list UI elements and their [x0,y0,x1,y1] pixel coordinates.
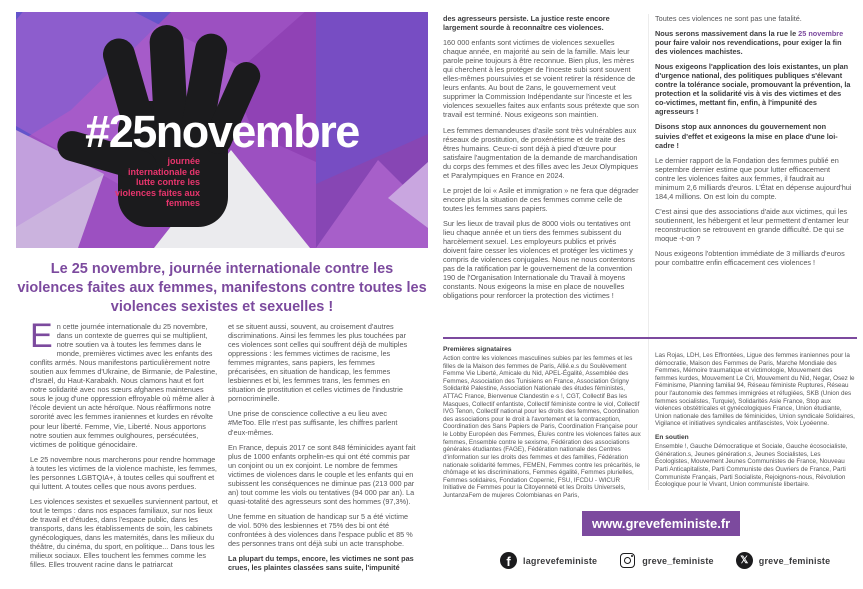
support-heading: En soutien [655,434,689,442]
paragraph: et se situent aussi, souvent, au croisement d'autres discriminations. Ainsi les femmes les plus touchées par ces violences sont celles qui souffrent déjà de multiples oppressions : les femmes victimes de racisme, les femmes migrantes, sans papiers, les femmes précarisées, en situation de handicap, les femmes lesbiennes et bi, les femmes trans, les femmes en situation de prostitution et celles victimes de l'industrie pornocriminelle. [228,322,408,404]
paragraph: Nous exigeons l'obtention immédiate de 3 milliards d'euros pour combattre enfin efficacement ces violences ! [655,249,845,268]
paragraph: Le dernier rapport de la Fondation des femmes publié en septembre dernier estime que pour lutter efficacement contre les violences faites aux femmes, il faudrait au minimum 2,6 milliards d'euros. L'État en dépense aujourd'hui 184,4 millions. On est loin du compte. [655,155,852,201]
text-column-2 [228,322,416,578]
facebook-handle: lagrevefeministe [523,555,598,566]
poster-tagline: journée internationale de lutte contre les violences faites aux femmes [114,156,200,209]
website-link[interactable]: www.grevefeministe.fr [582,511,740,536]
signatories-list: Las Rojas, LDH, Les Effrontées, Ligue des femmes iraniennes pour la démocratie, Maison des Femmes de Paris, Marche Mondiale des Femmes, Mémoire traumatique et victimologie, Mouvement des femmes kurdes, Mouvement Le Cri, Mouvement du Nid, Negar, Osez le Féminisme, Planning familial 94, Réseau féministe Ruptures, Réseau pour l'autonomie des femmes immigrées et réfugiées, SKB (Union des femmes socialistes, Turquie), Solidarités Asie France, Stop aux violences obstétricales et gynécologiques France, Union étudiante, Union nationale des familles de féminicides, Union syndicale Solidaires, Vigilance et initiatives syndicales antifascistes, Voix Lyoéenne. [655,352,855,428]
facebook-icon: f [500,552,517,569]
paragraph-bold: Nous exigeons l'application des lois existantes, un plan d'urgence national, des politiques publiques s'élevant contre la tolérance sociale, promouvant la prévention, la protection et la solidarité vis à vis des victimes et des co-victimes, mettant fin, enfin, à l'impunité des agresseurs ! [655,62,851,117]
text-column-3 [443,14,640,306]
signatories-rule [443,337,857,339]
paragraph: En France, depuis 2017 ce sont 848 féminicides ayant fait plus de 1000 enfants orphelin-es qui ont été commis par un conjoint ou un ex conjoint. Le nombre de femmes victimes de violences dans le couple et les enfants qui en subissent les conséquences ne diminue pas (213 000 par an) tout comme les viols ou tentatives (94 000 par an). La quasi-totalité des agresseurs sont des hommes (97,3%). [228,442,416,506]
facebook-link[interactable] [500,552,597,569]
accent-date: 25 novembre [798,29,844,39]
x-icon: 𝕏 [736,552,753,569]
paragraph: Une prise de conscience collective a eu lieu avec #MeToo. Elle n'est pas suffisante, les chiffres parlent d'eux-mêmes. [228,409,398,437]
column-divider [648,14,649,490]
paragraph: Le 25 novembre nous marcherons pour rendre hommage à toutes les victimes de la violence machiste, les femmes, les personnes LGBTQIA+, à toutes celles qui souffrent et qui luttent. A toutes celles que nous avons perdues. [30,454,217,491]
support-list: Ensemble !, Gauche Démocratique et Sociale, Gauche écosocialiste, Génération.s, Jeunes génération.s, Jeunes Socialistes, Les Écologistes, Mouvement Jeunes Communistes de France, Nouveau Parti Anticapitaliste, Parti Communiste des Ouvriers de France, Parti Communiste Français, Parti Socialiste, Rejoignons-nous, Révolution Écologique pour le Vivant, Union communiste libertaire. [655,443,848,489]
text-column-4 [655,14,852,273]
paragraph-bold: La plupart du temps, encore, les victimes ne sont pas crues, les plaintes classées sans suite, l'impunité [228,554,414,573]
poster-banner [16,12,428,248]
paragraph: Les femmes demandeuses d'asile sont très vulnérables aux réseaux de prostitution, de proxénétisme et de traite des êtres humains. Ceux-ci sont déjà à pied d'œuvre pour satisfaire l'augmentation de la demande de marchandisation du corps des femmes et des filles avec les Jeux Olympiques et Paralympiques en France en 2024. [443,125,639,180]
instagram-link[interactable] [619,552,714,569]
x-link[interactable] [736,552,831,569]
paragraph: Les violences sexistes et sexuelles surviennent partout, et tout le temps : dans nos espaces familiaux, sur nos lieux de travail et d'études, dans l'espace public, dans les transports, dans les établissements de soin, les cabinets gynécologiques, dans les maternités, dans les milieux du théâtre, du cinéma, du sport, en politique... Dans tous les milieux sociaux. Elles touchent les femmes comme les filles. Elles trouvent racine dans le patriarcat [30,496,218,570]
signatories-column-2 [655,352,855,495]
poster-hashtag: #25novembre [85,106,359,157]
drop-cap: E [30,317,53,355]
signatories-column-1 [443,346,643,506]
instagram-handle: greve_feministe [642,555,714,566]
social-links-row [500,552,840,569]
paragraph: Le projet de loi « Asile et immigration » ne fera que dégrader encore plus la situation de ces femmes comme celle de toutes les femmes sans papiers. [443,185,639,213]
paragraph: 160 000 enfants sont victimes de violences sexuelles chaque année, en majorité au sein de la famille. Mais leur parole peine toujours à être reconnue. Bien plus, les mères qui cherchent à les protéger de l'inceste subi sont souvent elles-mêmes poursuivies et se voient retirer la résidence de leurs enfants. Au bout de 2ans, le gouvernement veut supprimer la Commission Indépendante sur l'inceste et les violences sexuelles faites aux enfants sous prétexte que son travail est terminé. Nous exigeons son maintien. [443,38,639,120]
signatories-list: Action contre les violences masculines subies par les femmes et les filles de la Maison des femmes de Paris, Allié.e.s du Soulèvement Femme Vie Liberté, Amicale du Nid, APEL-Égalité, Assemblée des Femmes, Association des Tunisiens en France, Association Grigny Solidarité Palestine, Association Nationale des études féministes, ATTAC France, Bienvenue Clandestin e·s !, CGT, Collectif Bas les Masques, Collectif enfantiste, Collectif féministe contre le viol, Collectif IVG Tenon, Collectif national pour les droits des femmes, Coordination des associations pour le droit à l'avortement et la contraception, Coordination des Sans Papiers de Paris, Coordination Française pour le Lobby Européen des Femmes, Élu/es contre les violences faites aux femmes, Ensemble contre le sexisme, Fédération des associations générales étudiantes (FAGE), Fédération nationale des Centres d'information sur les droits des femmes et des familles, Fédération nationale solidarité femmes, FEMEN, Femmes contre les précarités, le chômage et les discriminations, Femmes égalité, Femmes plurielles, Femmes solidaires, Fondation Copernic, FSU, IFCDU - WICUR Initiative de Femmes pour la Citoyenneté et les Droits Universels, JuntanzaFem de mujeres Colombianas en Paris, [443,354,641,499]
instagram-icon [619,552,636,569]
text-column-1 [30,317,218,575]
paragraph: C'est ainsi que des associations d'aide aux victimes, qui les soutiennent, les hébergent et leur permettent d'entamer leur reconstruction se retrouvent en grande difficulté. De qui se moque -t-on ? [655,206,849,243]
paragraph: Sur les lieux de travail plus de 8000 viols ou tentatives ont lieu chaque année et un tiers des femmes subissent du harcèlement sexuel. Les employeurs publics et privés doivent faire cesser les violences et protéger les victimes y compris de violences conjugales. Nous ne nous contentons pas de la ratification par le gouvernement de la convention 190 de l'Organisation Internationale du Travail à moyens constants. Nous exigeons la mise en place de nouvelles obligations pour renforcer la protection des victimes ! [443,218,635,301]
x-handle: greve_feministe [758,555,831,566]
paragraph: Toutes ces violences ne sont pas une fatalité. [655,14,802,23]
signatories-heading: Premières signataires [443,346,512,353]
paragraph: Une femme en situation de handicap sur 5 a été victime de viol. 50% des lesbiennes et 75% des bi ont été confrontées à des violences dans l'espace public et 85 % des personnes trans ont déjà subi un acte transphobe. [228,511,413,549]
paragraph-bold: des agresseurs persiste. La justice reste encore largement sourde à reconnaître ces violences. [443,14,610,33]
paragraph-bold: Nous serons massivement dans la rue le 25 novembre pour faire valoir nos revendications, pour exiger la fin des violences machistes. [655,29,844,57]
page-title: Le 25 novembre, journée internationale contre les violences faites aux femmes, manifestons contre toutes les violences sexistes et sexuelles ! [17,261,427,315]
paragraph-bold: Disons stop aux annonces du gouvernement non suivies d'effet et exigeons la mise en place d'une loi-cadre ! [655,122,838,150]
paragraph: En cette journée internationale du 25 novembre, dans un contexte de guerres qui se multiplient, notre soutien va à toutes les femmes dans le monde, premières victimes avec les enfants des conflits armés. Nous manifestons particulièrement notre soutien aux femmes d'Ukraine, de Birmanie, de Palestine, d'Israël, du Haut-Karabakh. Nous clamons haut et fort notre solidarité avec nos sœurs afghanes maintenues sous le joug d'une oppression effroyable où même aller à l'école devient un acte héroïque. Nous réaffirmons notre sororité avec les femmes iraniennes et kurdes en révolte pour leur liberté. Femme, Vie, Liberté. Nous apportons notre soutien aux femmes ouïghoures, persécutées, victimes de politique génocidaire. [30,317,218,449]
